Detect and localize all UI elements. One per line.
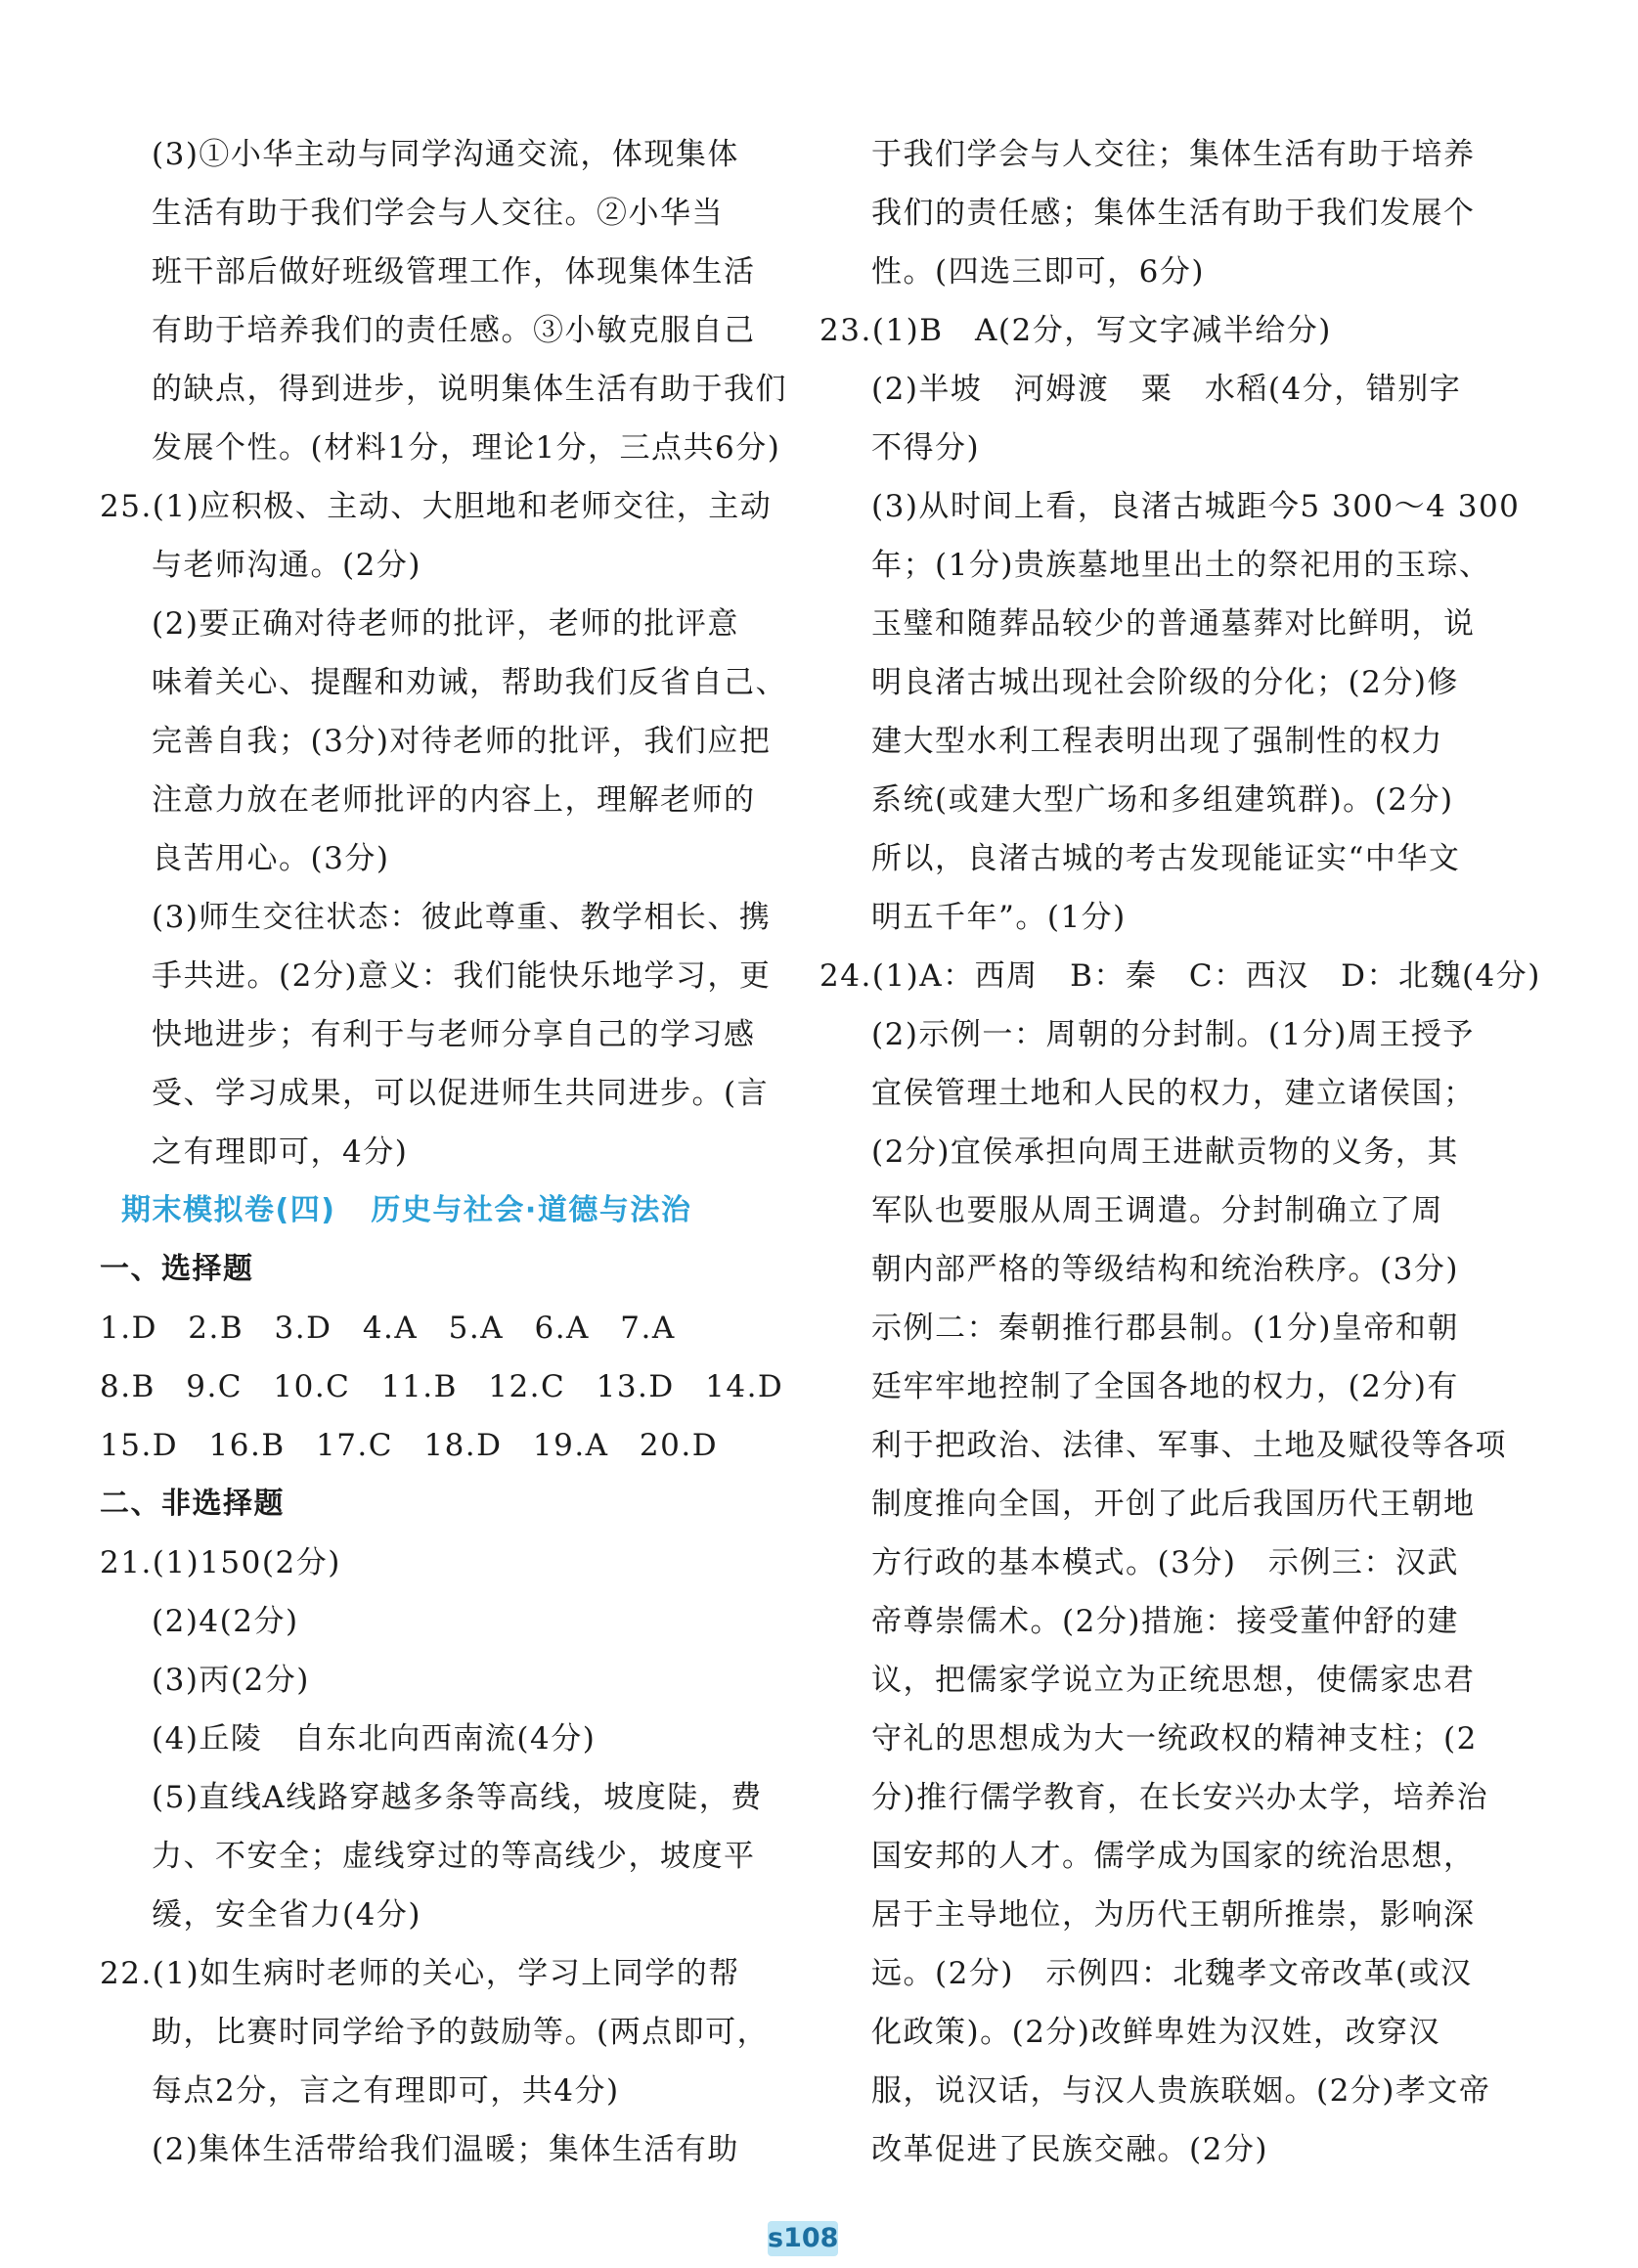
text-line: 改革促进了民族交融。(2分): [871, 2132, 1268, 2167]
text-line: 之有理即可，4分): [152, 1134, 409, 1170]
answer-row: [100, 1299, 770, 1357]
text-line: 味着关心、提醒和劝诫，帮助我们反省自己、: [152, 665, 787, 700]
text-line: 发展个性。(材料1分，理论1分，三点共6分): [152, 430, 781, 466]
question-24-line: 24.(1)A：西周 B：秦 C：西汉 D：北魏(4分): [819, 958, 1541, 994]
answer-item: 6.A: [534, 1311, 590, 1346]
text-line: 远。(2分) 示例四：北魏孝文帝改革(或汉: [871, 1956, 1473, 1991]
text-line: 手共进。(2分)意义：我们能快乐地学习，更: [152, 958, 772, 994]
answer-item: 15.D: [100, 1428, 179, 1463]
text-line: 与老师沟通。(2分): [152, 548, 421, 583]
text-line: 明良渚古城出现社会阶级的分化；(2分)修: [871, 665, 1459, 700]
text-line: 力、不安全；虚线穿过的等高线少，坡度平: [152, 1839, 756, 1874]
text-line: (2)半坡 河姆渡 粟 水稻(4分，错别字: [871, 372, 1462, 407]
text-line: 服，说汉话，与汉人贵族联姻。(2分)孝文帝: [871, 2073, 1491, 2109]
text-line: 完善自我；(3分)对待老师的批评，我们应把: [152, 724, 772, 759]
text-line: (2)示例一：周朝的分封制。(1分)周王授予: [871, 1017, 1475, 1052]
text-line: 性。(四选三即可，6分): [871, 254, 1205, 289]
question-25-line: 25.(1)应积极、主动、大胆地和老师交往，主动: [100, 489, 773, 524]
text-line: 每点2分，言之有理即可，共4分): [152, 2073, 620, 2109]
text-line: (5)直线A线路穿越多条等高线，坡度陡，费: [152, 1780, 763, 1815]
text-line: (2)集体生活带给我们温暖；集体生活有助: [152, 2132, 739, 2167]
answer-item: 10.C: [273, 1369, 351, 1404]
answer-item: 13.D: [596, 1369, 675, 1404]
text-line: 制度推向全国，开创了此后我国历代王朝地: [871, 1487, 1476, 1522]
text-line: (3)①小华主动与同学沟通交流，体现集体: [152, 137, 739, 172]
text-line: 良苦用心。(3分): [152, 841, 390, 876]
text-line: 生活有助于我们学会与人交往。②小华当: [152, 196, 724, 231]
answer-item: 14.D: [705, 1369, 784, 1404]
text-line: (3)丙(2分): [152, 1663, 310, 1698]
page-number: s108: [768, 2221, 838, 2256]
text-line: (2)4(2分): [152, 1604, 299, 1639]
answer-item: 9.C: [186, 1369, 243, 1404]
text-line: 班干部后做好班级管理工作，体现集体生活: [152, 254, 756, 289]
text-line: 于我们学会与人交往；集体生活有助于培养: [871, 137, 1476, 172]
text-line: 我们的责任感；集体生活有助于我们发展个: [871, 196, 1476, 231]
text-line: 系统(或建大型广场和多组建筑群)。(2分): [871, 782, 1454, 818]
text-line: 朝内部严格的等级结构和统治秩序。(3分): [871, 1252, 1459, 1287]
answer-item: 3.D: [274, 1311, 332, 1346]
section-title-part2: 历史与社会·道德与法治: [371, 1193, 692, 1227]
text-line: (2)要正确对待老师的批评，老师的批评意: [152, 606, 739, 642]
text-line: 有助于培养我们的责任感。③小敏克服自己: [152, 313, 756, 348]
answer-item: 5.A: [448, 1311, 505, 1346]
text-line: 分)推行儒学教育，在长安兴办太学，培养治: [871, 1780, 1489, 1815]
text-line: 明五千年”。(1分): [871, 900, 1127, 935]
text-line: 方行政的基本模式。(3分) 示例三：汉武: [871, 1545, 1459, 1580]
text-line: 的缺点，得到进步，说明集体生活有助于我们: [152, 372, 787, 407]
text-line: 居于主导地位，为历代王朝所推崇，影响深: [871, 1897, 1476, 1933]
text-line: 注意力放在老师批评的内容上，理解老师的: [152, 782, 756, 818]
text-line: 所以，良渚古城的考古发现能证实“中华文: [871, 841, 1461, 876]
text-line: 廷牢牢地控制了全国各地的权力，(2分)有: [871, 1369, 1459, 1404]
answer-item: 19.A: [532, 1428, 609, 1463]
question-22-line: 22.(1)如生病时老师的关心，学习上同学的帮: [100, 1956, 740, 1991]
answer-item: 1.D: [100, 1311, 157, 1346]
text-line: 军队也要服从周王调遣。分封制确立了周: [871, 1193, 1443, 1228]
answer-item: 16.B: [208, 1428, 286, 1463]
answer-item: 11.B: [380, 1369, 458, 1404]
heading-nonchoice: 二、非选择题: [100, 1487, 285, 1521]
text-line: 助，比赛时同学给予的鼓励等。(两点即可，: [152, 2015, 770, 2050]
left-column: [100, 125, 787, 2179]
text-line: 宜侯管理土地和人民的权力，建立诸侯国；: [871, 1076, 1476, 1111]
answer-row: [100, 1357, 784, 1416]
text-line: 国安邦的人才。儒学成为国家的统治思想，: [871, 1839, 1476, 1874]
section-title-part1: 期末模拟卷(四): [121, 1193, 336, 1227]
text-line: 化政策)。(2分)改鲜卑姓为汉姓，改穿汉: [871, 2015, 1441, 2050]
text-line: 受、学习成果，可以促进师生共同进步。(言: [152, 1076, 770, 1111]
answer-item: 4.A: [362, 1311, 419, 1346]
answer-item: 20.D: [639, 1428, 719, 1463]
text-line: 建大型水利工程表明出现了强制性的权力: [871, 724, 1443, 759]
answer-row: [100, 1416, 770, 1475]
heading-choice: 一、选择题: [100, 1252, 254, 1286]
text-line: 年；(1分)贵族墓地里出土的祭祀用的玉琮、: [871, 548, 1491, 583]
answer-item: 7.A: [620, 1311, 676, 1346]
text-line: 守礼的思想成为大一统政权的精神支柱；(2: [871, 1721, 1478, 1757]
answer-item: 17.C: [315, 1428, 393, 1463]
text-line: (3)师生交往状态：彼此尊重、教学相长、携: [152, 900, 772, 935]
text-line: 示例二：秦朝推行郡县制。(1分)皇帝和朝: [871, 1311, 1459, 1346]
question-23-line: 23.(1)B A(2分，写文字减半给分): [819, 313, 1332, 348]
answer-item: 2.B: [188, 1311, 244, 1346]
text-line: (3)从时间上看，良渚古城距今5 300～4 300: [871, 489, 1521, 524]
text-line: (4)丘陵 自东北向西南流(4分): [152, 1721, 597, 1757]
section-title: [100, 1181, 770, 1240]
text-line: 玉璧和随葬品较少的普通墓葬对比鲜明，说: [871, 606, 1476, 642]
text-line: 议，把儒家学说立为正统思想，使儒家忠君: [871, 1663, 1476, 1698]
text-line: (2分)宜侯承担向周王进献贡物的义务，其: [871, 1134, 1459, 1170]
answer-item: 8.B: [100, 1369, 155, 1404]
answer-item: 18.D: [423, 1428, 503, 1463]
text-line: 快地进步；有利于与老师分享自己的学习感: [152, 1017, 756, 1052]
answer-item: 12.C: [488, 1369, 566, 1404]
question-21-line: 21.(1)150(2分): [100, 1545, 341, 1580]
text-line: 不得分): [871, 430, 981, 466]
text-line: 缓，安全省力(4分): [152, 1897, 421, 1933]
right-column: [819, 125, 1541, 2179]
text-line: 帝尊崇儒术。(2分)措施：接受董仲舒的建: [871, 1604, 1459, 1639]
text-line: 利于把政治、法律、军事、土地及赋役等各项: [871, 1428, 1507, 1463]
